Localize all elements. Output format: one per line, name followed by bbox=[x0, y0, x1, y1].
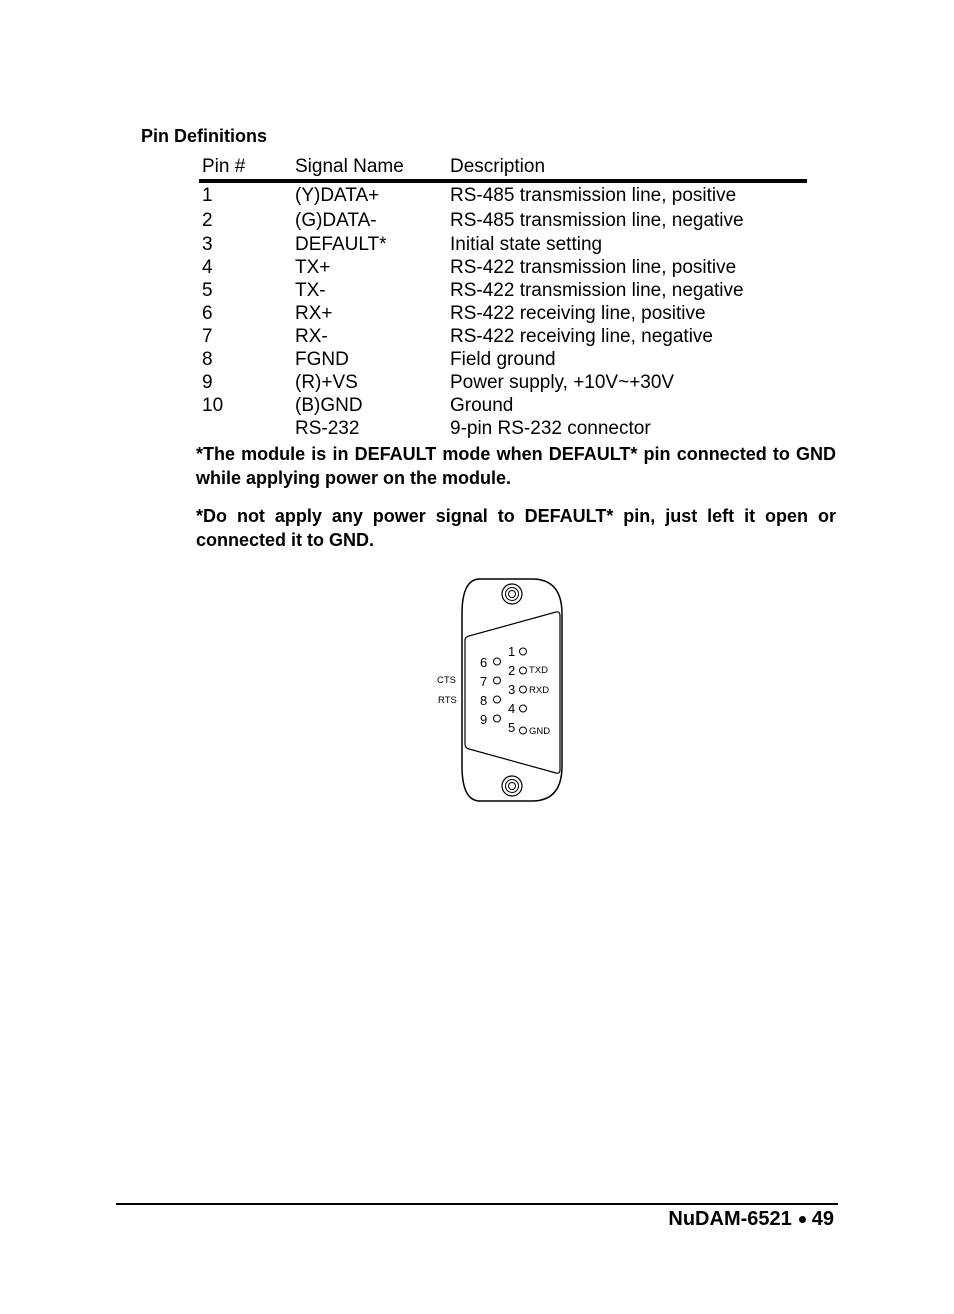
pin-label-6: 6 bbox=[480, 655, 488, 670]
pin-9-icon bbox=[494, 715, 501, 722]
signal-cell: TX- bbox=[295, 280, 326, 301]
description-cell: RS-422 transmission line, positive bbox=[450, 257, 737, 278]
pin-cell: 9 bbox=[202, 372, 213, 393]
header-pin: Pin # bbox=[199, 155, 295, 181]
description-cell: Power supply, +10V~+30V bbox=[450, 372, 675, 393]
pin-cell: 5 bbox=[202, 280, 213, 301]
signal-txd: TXD bbox=[529, 665, 548, 676]
pin-6-icon bbox=[494, 658, 501, 665]
table-row bbox=[199, 302, 807, 325]
pin-8-icon bbox=[494, 696, 501, 703]
table-header-row bbox=[199, 155, 807, 181]
header-signal-name: Signal Name bbox=[295, 155, 450, 181]
pin-label-2: 2 bbox=[508, 663, 516, 678]
bottom-screw-icon bbox=[502, 776, 522, 796]
pin-cell: 7 bbox=[202, 326, 213, 347]
pin-2-icon bbox=[520, 667, 527, 674]
signal-gnd: GND bbox=[529, 726, 551, 737]
description-cell: Ground bbox=[450, 395, 514, 416]
signal-cell: DEFAULT* bbox=[295, 234, 387, 255]
signal-cell: (G)DATA- bbox=[295, 210, 377, 231]
signal-cell: RX+ bbox=[295, 303, 333, 324]
section-title: Pin Definitions bbox=[141, 126, 267, 146]
description-cell: Field ground bbox=[450, 349, 556, 370]
pin-label-5: 5 bbox=[508, 720, 516, 735]
pin-4-icon bbox=[520, 705, 527, 712]
pin-label-7: 7 bbox=[480, 674, 488, 689]
page-number: 49 bbox=[811, 1208, 834, 1230]
description-cell: RS-485 transmission line, positive bbox=[450, 185, 737, 206]
header-description: Description bbox=[450, 155, 807, 181]
table-row bbox=[199, 394, 807, 417]
pin-cell: 1 bbox=[202, 185, 213, 206]
page-footer bbox=[668, 1208, 834, 1231]
pin-label-4: 4 bbox=[508, 701, 516, 716]
description-cell: RS-422 receiving line, negative bbox=[450, 326, 713, 347]
table-row bbox=[199, 256, 807, 279]
signal-cell: (R)+VS bbox=[295, 372, 358, 393]
pin-cell: 3 bbox=[202, 234, 213, 255]
footer-divider bbox=[116, 1203, 838, 1205]
pin-3-icon bbox=[520, 686, 527, 693]
pin-cell: 10 bbox=[202, 395, 224, 416]
pin-cell: 2 bbox=[202, 210, 213, 231]
pin-label-3: 3 bbox=[508, 682, 516, 697]
table-row bbox=[199, 417, 807, 440]
description-cell: RS-422 transmission line, negative bbox=[450, 280, 744, 301]
signal-cell: FGND bbox=[295, 349, 349, 370]
pin-cell: 8 bbox=[202, 349, 213, 370]
table-row bbox=[199, 181, 807, 209]
pin-label-9: 9 bbox=[480, 712, 488, 727]
pin-cell: 6 bbox=[202, 303, 213, 324]
description-cell: RS-485 transmission line, negative bbox=[450, 210, 744, 231]
db9-connector-diagram bbox=[428, 574, 568, 806]
signal-cell: RX- bbox=[295, 326, 328, 347]
pin-cell: 4 bbox=[202, 257, 213, 278]
default-mode-note: *The module is in DEFAULT mode when DEFAULT* pin connected to GND while applying power on the module. bbox=[196, 444, 836, 488]
pin-cell bbox=[199, 417, 295, 440]
signal-cell: (B)GND bbox=[295, 395, 363, 416]
table-row bbox=[199, 233, 807, 256]
signal-rxd: RXD bbox=[529, 685, 550, 696]
pin-5-icon bbox=[520, 727, 527, 734]
table-row bbox=[199, 279, 807, 302]
table-row bbox=[199, 325, 807, 348]
signal-cell: TX+ bbox=[295, 257, 331, 278]
pin-1-icon bbox=[520, 648, 527, 655]
pin-7-icon bbox=[494, 677, 501, 684]
description-cell: RS-422 receiving line, positive bbox=[450, 303, 706, 324]
bullet-icon bbox=[799, 1216, 806, 1223]
footer-product-name: NuDAM-6521 bbox=[668, 1208, 792, 1230]
description-cell: 9-pin RS-232 connector bbox=[450, 418, 651, 439]
table-row bbox=[199, 348, 807, 371]
pin-label-8: 8 bbox=[480, 693, 488, 708]
pin-definitions-table bbox=[199, 155, 807, 440]
description-cell: Initial state setting bbox=[450, 234, 603, 255]
table-row bbox=[199, 371, 807, 394]
pin-label-1: 1 bbox=[508, 644, 516, 659]
top-screw-icon bbox=[502, 584, 522, 604]
signal-cell: RS-232 bbox=[295, 418, 360, 439]
signal-rts: RTS bbox=[438, 695, 457, 706]
signal-cts: CTS bbox=[437, 675, 456, 686]
default-pin-warning: *Do not apply any power signal to DEFAULT* pin, just left it open or connected it to GND. bbox=[196, 506, 836, 550]
table-row bbox=[199, 209, 807, 233]
signal-cell: (Y)DATA+ bbox=[295, 185, 380, 206]
